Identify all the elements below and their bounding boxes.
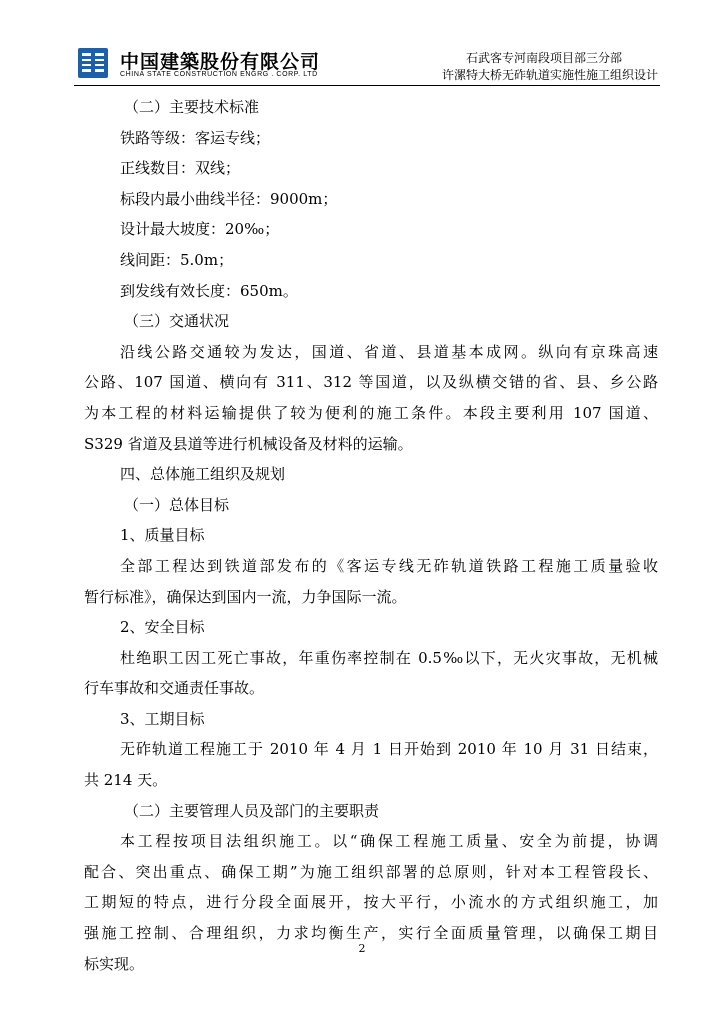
paragraph-line: 暂行标准》，确保达到国内一流，力争国际一流。 <box>84 587 407 606</box>
paragraph-line: 全部工程达到铁道部发布的《客运专线无砟轨道铁路工程施工质量验收 <box>120 556 658 575</box>
body-line: 正线数目：双线； <box>120 159 241 178</box>
paragraph-line: 工期短的特点，进行分段全面展开，按大平行，小流水的方式组织施工，加 <box>84 893 658 912</box>
body-line: 线间距：5.0m； <box>120 250 234 269</box>
header-divider <box>74 85 660 86</box>
page-header <box>78 44 658 86</box>
subsection-heading: 1、质量目标 <box>120 526 205 545</box>
section-heading: （三）交通状况 <box>124 312 230 331</box>
chapter-heading: 四、总体施工组织及规划 <box>120 465 286 484</box>
project-title-line1: 石武客专河南段项目部三分部 <box>465 51 622 65</box>
project-title-line2: 许漯特大桥无砟轨道实施性施工组织设计 <box>441 68 658 82</box>
section-heading: （二）主要技术标准 <box>124 98 260 116</box>
body-line: 铁路等级：客运专线； <box>120 128 271 147</box>
paragraph-line: 无砟轨道工程施工于 2010 年 4 月 1 日开始到 2010 年 10 月 31 日结束， <box>120 740 658 759</box>
paragraph-line: 强施工控制、合理组织，力求均衡生产，实行全面质量管理，以确保工期目 <box>84 924 658 943</box>
paragraph-line: 为本工程的材料运输提供了较为便利的施工条件。本段主要利用 107 国道、 <box>84 403 658 422</box>
company-name-en: CHINA STATE CONSTRUCTION ENGRG . CORP. LTD <box>120 71 318 78</box>
body-line: 设计最大坡度：20‰； <box>120 220 280 239</box>
paragraph-line: 标实现。 <box>84 954 145 973</box>
paragraph-line: 公路、107 国道、横向有 311、312 等国道，以及纵横交错的省、县、乡公路 <box>84 373 658 392</box>
paragraph-line: 杜绝职工因工死亡事故，年重伤率控制在 0.5‰以下，无火灾事故，无机械 <box>120 648 658 667</box>
body-line: 标段内最小曲线半径：9000m； <box>120 189 338 208</box>
page-number: 2 <box>358 942 366 955</box>
subsection-heading: 3、工期目标 <box>120 709 205 728</box>
section-heading: （二）主要管理人员及部门的主要职责 <box>124 801 380 820</box>
paragraph-line: 共 214 天。 <box>84 771 168 790</box>
company-name-cn: 中国建築股份有限公司 <box>120 51 321 73</box>
paragraph-line: 沿线公路交通较为发达，国道、省道、县道基本成网。纵向有京珠高速 <box>120 342 658 361</box>
paragraph-line: 配合、突出重点、确保工期”为施工组织部署的总原则，针对本工程管段长、 <box>84 862 658 881</box>
document-body <box>84 92 658 979</box>
body-line: 到发线有效长度：650m。 <box>120 281 298 300</box>
subsection-heading: 2、安全目标 <box>120 618 205 637</box>
paragraph-line: S329 省道及县道等进行机械设备及材料的运输。 <box>84 434 413 453</box>
paragraph-line: 本工程按项目法组织施工。以“确保工程施工质量、安全为前提，协调 <box>120 832 658 851</box>
cscec-logo-icon <box>78 48 108 78</box>
section-heading: （一）总体目标 <box>124 495 230 514</box>
paragraph-line: 行车事故和交通责任事故。 <box>84 679 265 698</box>
